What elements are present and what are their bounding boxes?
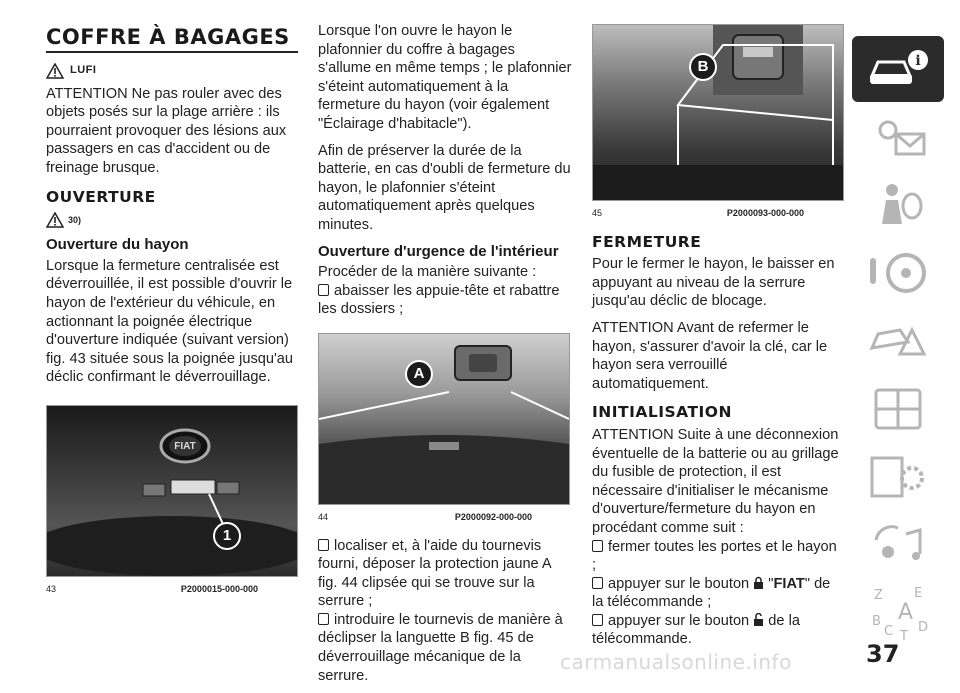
callout-b: B	[689, 53, 717, 81]
media-icon	[868, 520, 928, 570]
checkbox-bullet-icon	[318, 284, 329, 296]
grid-icon	[868, 384, 928, 434]
figure-number: 44	[318, 511, 329, 522]
figure-43-image	[46, 405, 298, 577]
page-number: 37	[866, 640, 900, 668]
figure-44-image	[318, 333, 570, 505]
column-1	[46, 25, 298, 609]
step-text: appuyer sur le bouton	[608, 612, 750, 629]
step-list-item	[318, 282, 572, 319]
step-list-item	[592, 575, 844, 612]
lock-closed-icon	[753, 576, 764, 590]
index-letter: E	[914, 586, 923, 601]
car-info-icon	[866, 46, 930, 92]
checkbox-bullet-icon	[318, 613, 329, 625]
step-text: fermer toutes les portes et le hayon ;	[592, 538, 837, 574]
figure-43-caption	[46, 580, 298, 599]
callout-1: 1	[213, 522, 241, 550]
step-text: "	[768, 575, 774, 592]
step-list-item	[318, 537, 572, 611]
page-title: COFFRE À BAGAGES	[46, 28, 298, 53]
figure-number: 45	[592, 208, 603, 218]
para-plafonnier: Lorsque l'on ouvre le hayon le plafonnier du coffre à bagages s'allume en même temps ; le plafonnier s'éteint automatiquement à la fermeture du hayon (voir également "Éclairage d'habitacle").	[318, 23, 572, 132]
icon-row	[46, 57, 298, 85]
step-text: appuyer sur le bouton	[608, 575, 750, 592]
sidebar-item-driving[interactable]	[852, 240, 944, 306]
fiat-logo: FIAT	[174, 440, 196, 452]
figure-number: 43	[46, 583, 57, 594]
index-letter: Z	[874, 588, 883, 603]
watermark: carmanualsonline.info	[560, 650, 792, 674]
sidebar-item-multimedia[interactable]	[852, 512, 944, 578]
figure-code: P2000093-000-000	[726, 208, 804, 218]
subhead-ouverture-urgence: Ouverture d'urgence de l'intérieur	[318, 242, 559, 260]
index-letter: D	[918, 620, 929, 635]
checkbox-bullet-icon	[592, 614, 603, 626]
handwritten-icon-label: LUFI	[70, 64, 97, 77]
checkbox-bullet-icon	[318, 539, 329, 551]
step-list-item	[592, 538, 844, 575]
lock-open-icon	[753, 613, 764, 627]
index-letter: C	[884, 624, 894, 639]
warning-triangle-icon	[46, 63, 64, 79]
sidebar-item-safety[interactable]	[852, 172, 944, 238]
steering-icon	[866, 248, 930, 298]
index-letter: A	[898, 600, 914, 625]
settings-icon	[868, 452, 928, 502]
chapter-sidebar	[852, 36, 952, 648]
sidebar-item-index[interactable]	[852, 580, 944, 646]
section-ouverture: OUVERTURE	[46, 187, 156, 206]
section-initialisation: INITIALISATION	[592, 403, 732, 422]
warning-triangle-icon	[46, 212, 64, 228]
tailgate-illustration	[47, 406, 297, 576]
warning-lights-icon	[868, 112, 928, 162]
attention-rear-shelf: ATTENTION Ne pas rouler avec des objets posés sur la plage arrière : ils pourraient provoquer des lésions aux passagers en cas d'accident ou de freinage brusque.	[46, 85, 287, 176]
callout-a: A	[405, 360, 433, 388]
warning-ref-row	[46, 210, 298, 230]
para-batterie: Afin de préserver la durée de la batterie, en cas d'oubli de fermeture du hayon, le plafonnier s'éteint automatiquement après quelques minutes.	[318, 142, 571, 233]
subhead-ouverture-hayon: Ouverture du hayon	[46, 236, 189, 254]
checkbox-bullet-icon	[592, 540, 603, 552]
step-text: de la télécommande.	[592, 612, 800, 648]
figure-45-image	[592, 24, 844, 201]
warning-reference: 30)	[68, 214, 82, 225]
attention-init: ATTENTION Suite à une déconnexion éventuelle de la batterie ou au grillage du fusible de protection, il est nécessaire d'initialiser le mécanisme d'ouverture/fermeture du hayon en procédant comme suit :	[592, 426, 839, 536]
step-text: abaisser les appuie-tête et rabattre les dossiers ;	[318, 282, 560, 318]
step-list-item	[318, 611, 572, 685]
step-text: introduire le tournevis de manière à déclipser la languette B fig. 45 de déverrouillage mécanique de la serrure.	[318, 611, 563, 684]
sidebar-item-maintenance[interactable]	[852, 376, 944, 442]
svg-text:i: i	[915, 53, 921, 69]
airbag-icon	[868, 180, 928, 230]
lock-tab-illustration	[593, 25, 843, 200]
checkbox-bullet-icon	[592, 577, 603, 589]
para-ouverture-hayon: Lorsque la fermeture centralisée est déverrouillée, il est possible d'ouvrir le hayon de l'extérieur du véhicule, en actionnant la poignée électrique d'ouverture indiquée (suivant version) fig. 43 située sous la poignée jusqu'au déclic confirmant le déverrouillage.	[46, 257, 294, 386]
index-icon	[866, 585, 930, 641]
sidebar-item-car-info[interactable]	[852, 36, 944, 102]
attention-key: ATTENTION Avant de refermer le hayon, s'assurer d'avoir la clé, car le hayon sera verrouillé automatiquement.	[592, 319, 828, 392]
proceder-text: Procéder de la manière suivante :	[318, 264, 537, 281]
sidebar-item-technical[interactable]	[852, 444, 944, 510]
step-text: " de la télécommande ;	[592, 575, 831, 611]
figure-code: P2000015-000-000	[180, 583, 258, 594]
index-letter: B	[872, 614, 881, 629]
index-letter: T	[900, 629, 908, 641]
figure-44-caption	[318, 508, 572, 527]
figure-45-caption	[592, 204, 844, 223]
accident-icon	[868, 316, 928, 366]
fiat-label: FIAT	[773, 575, 805, 592]
lock-protection-illustration	[319, 334, 569, 504]
step-list-item	[592, 612, 844, 649]
para-fermer: Pour le fermer le hayon, le baisser en appuyant au niveau de la serrure jusqu'au déclic de blocage.	[592, 256, 835, 310]
step-text: localiser et, à l'aide du tournevis fourni, déposer la protection jaune A fig. 44 clipsée qui se trouve sur la serrure ;	[318, 537, 551, 610]
sidebar-item-warning-lights[interactable]	[852, 104, 944, 170]
figure-code: P2000092-000-000	[454, 511, 532, 522]
sidebar-item-emergency[interactable]	[852, 308, 944, 374]
section-fermeture: FERMETURE	[592, 232, 702, 251]
column-2	[318, 22, 572, 693]
column-3	[592, 24, 844, 649]
